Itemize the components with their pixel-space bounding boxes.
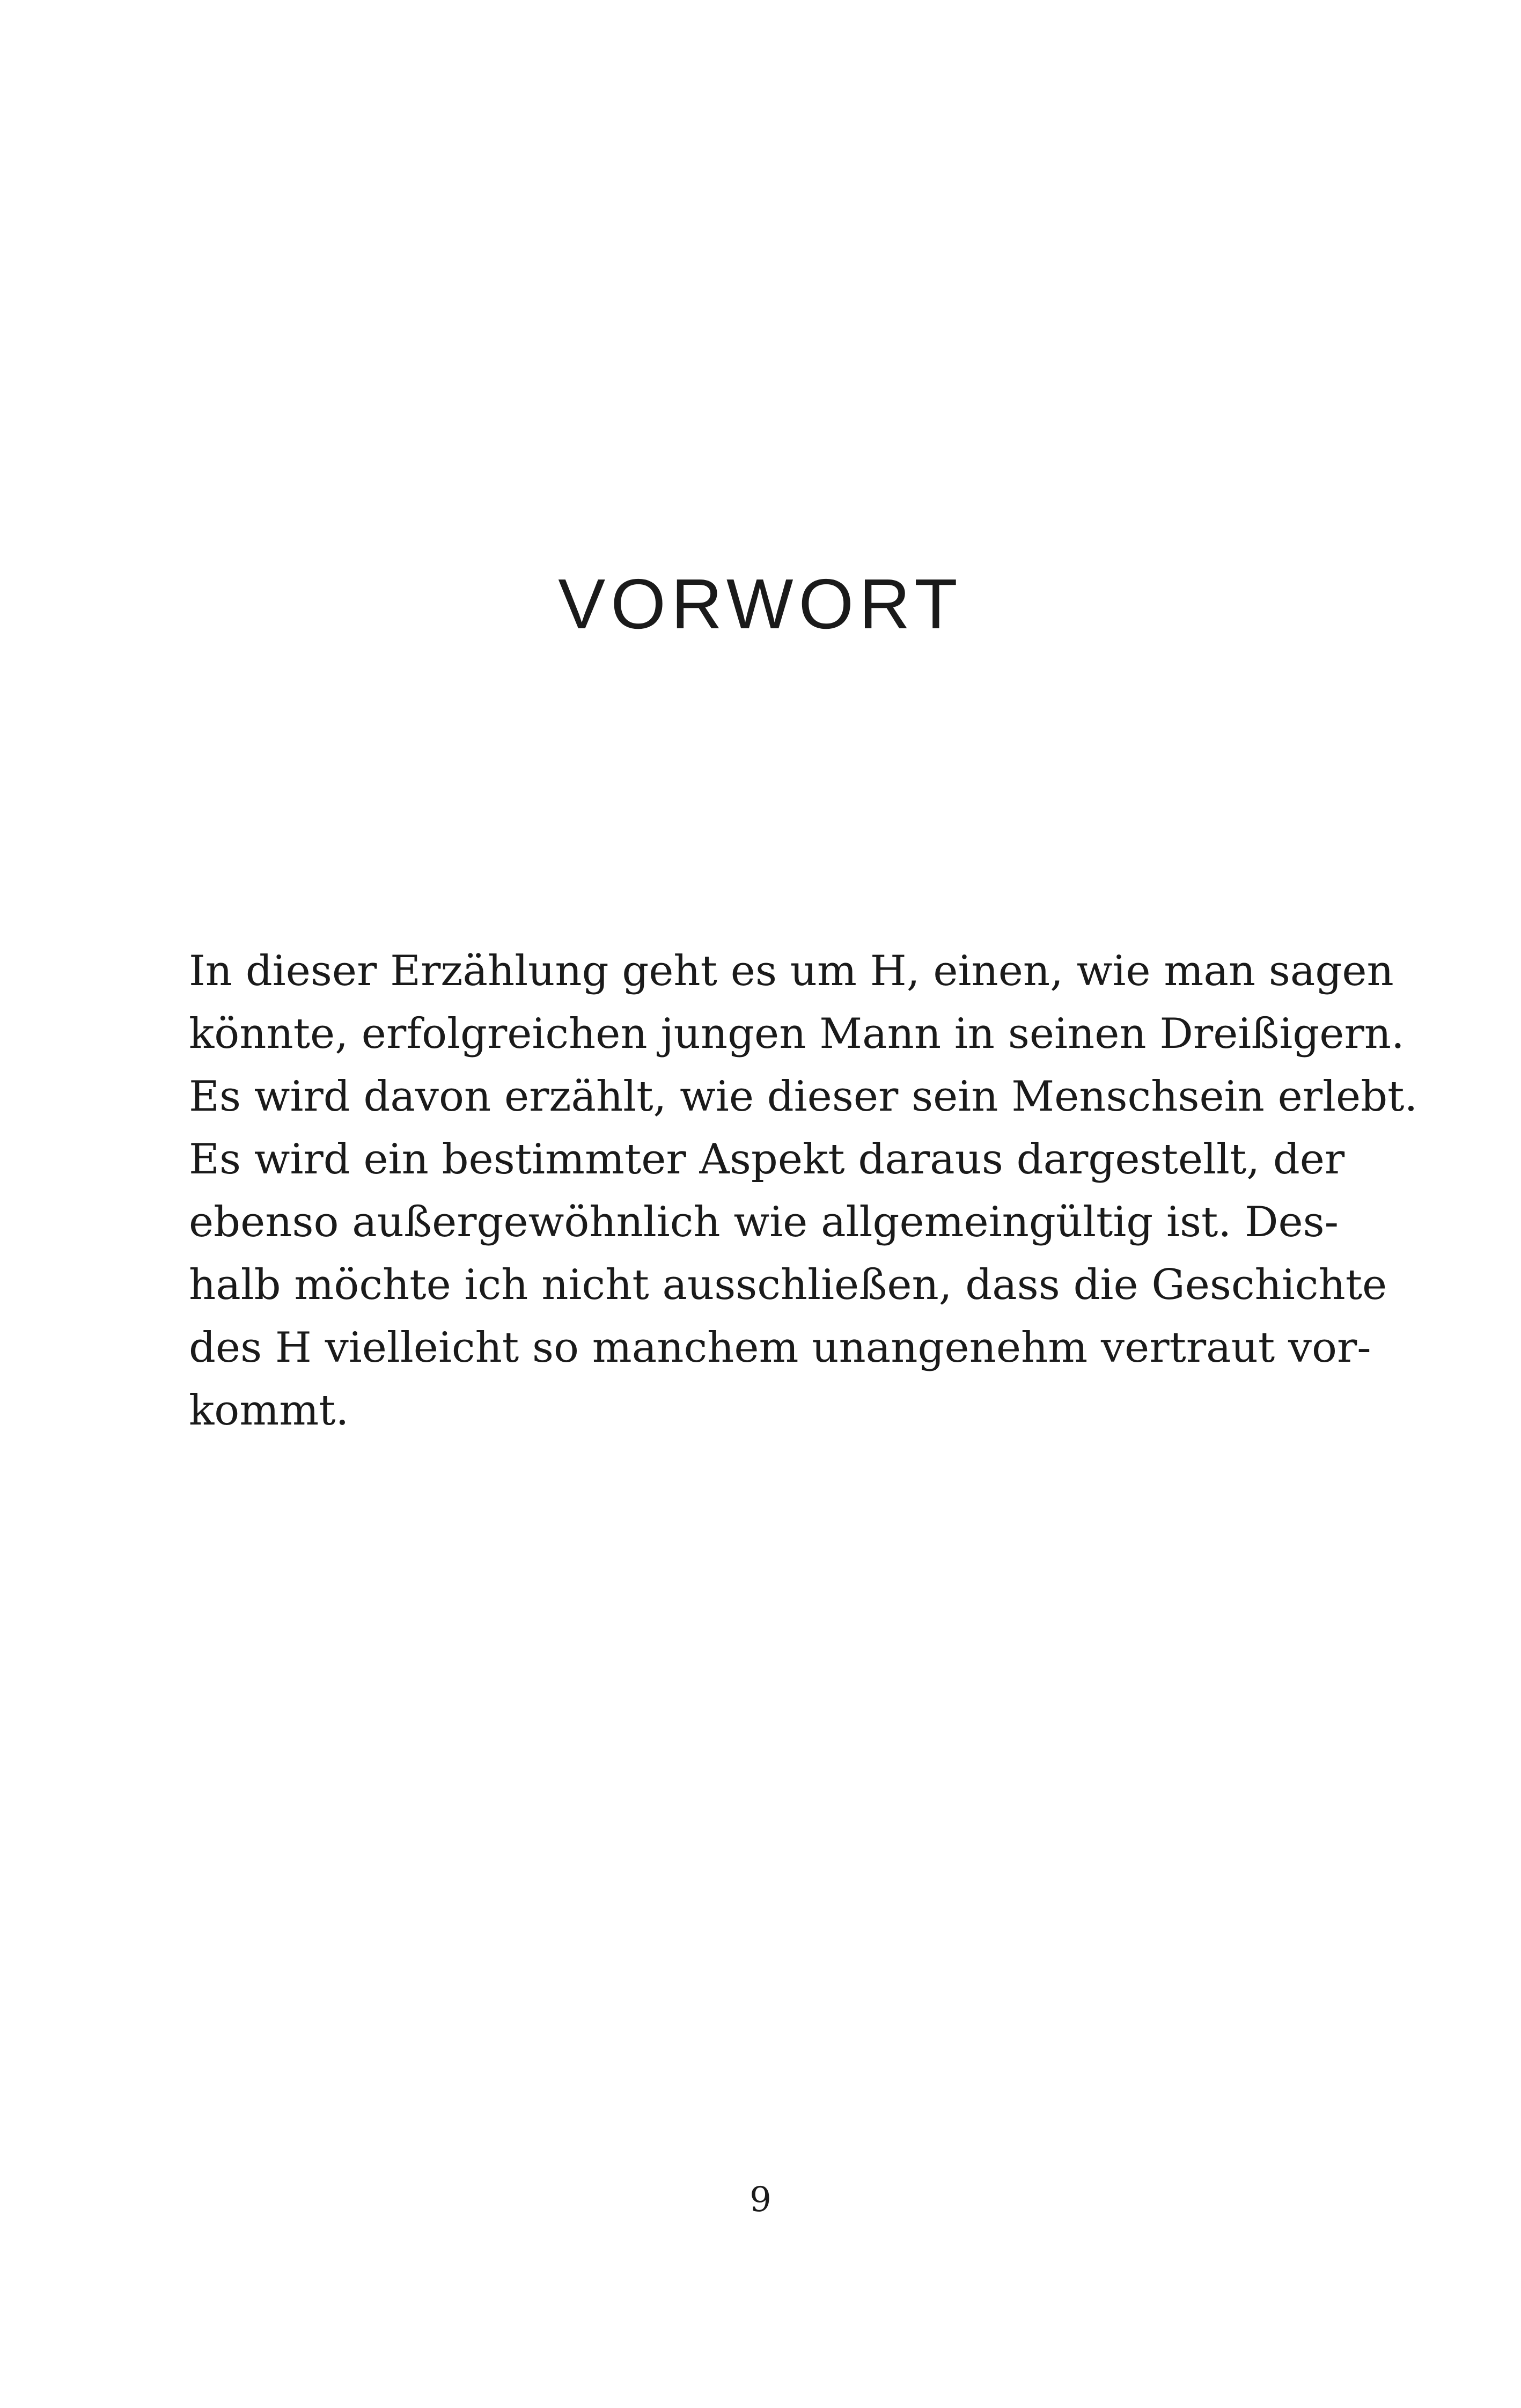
preface-paragraph xyxy=(189,940,1418,1442)
paragraph-line: halb möchte ich nicht ausschließen, dass die Geschichte xyxy=(189,1261,1387,1309)
paragraph-line: ebenso außergewöhnlich wie allgemeingültig ist. Des- xyxy=(189,1198,1339,1246)
paragraph-line: kommt. xyxy=(189,1386,349,1435)
paragraph-line: In dieser Erzählung geht es um H, einen, wie man sagen xyxy=(189,947,1394,995)
paragraph-line: Es wird davon erzählt, wie dieser sein Menschsein erlebt. xyxy=(189,1073,1418,1121)
page-number: 9 xyxy=(750,2180,771,2220)
paragraph-line: des H vielleicht so manchem unangenehm vertraut vor- xyxy=(189,1324,1371,1372)
paragraph-line: Es wird ein bestimmter Aspekt daraus dargestellt, der xyxy=(189,1135,1345,1184)
paragraph-line: könnte, erfolgreichen jungen Mann in seinen Dreißigern. xyxy=(189,1010,1405,1058)
chapter-title: VORWORT xyxy=(558,564,963,643)
